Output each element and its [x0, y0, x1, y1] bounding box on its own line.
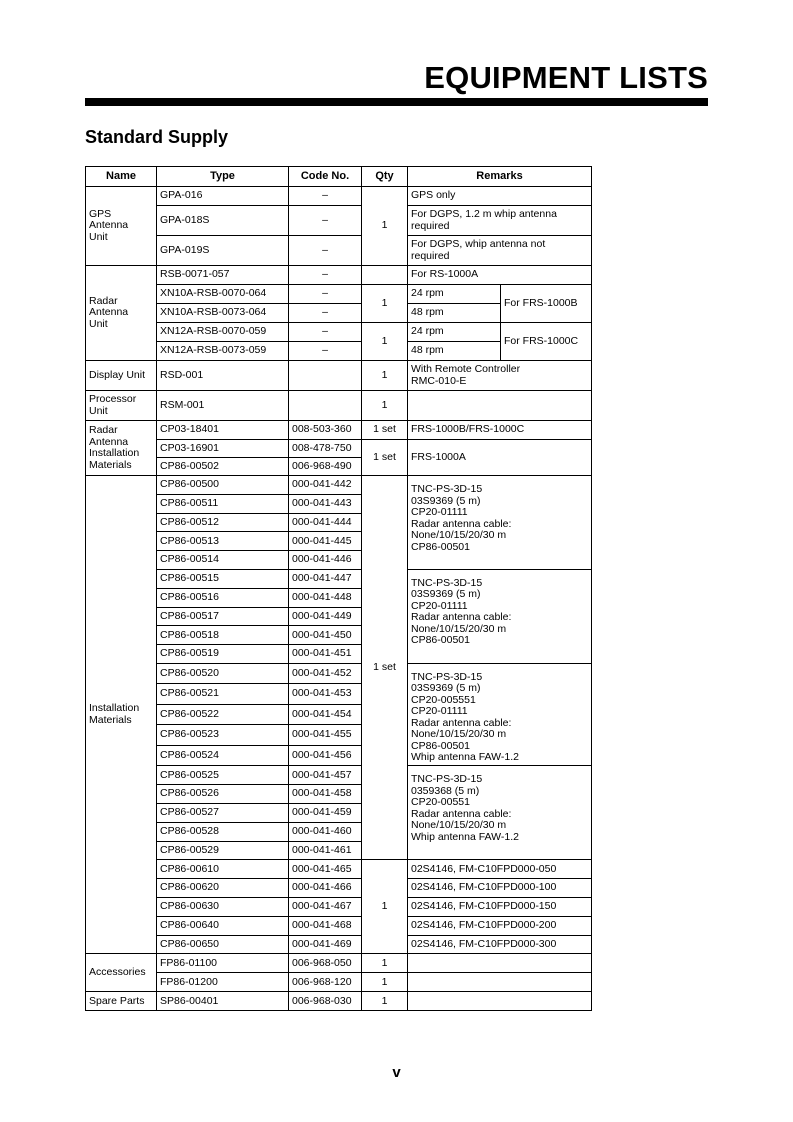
type-cell: CP86-00519: [157, 645, 289, 664]
remarks-cell: FRS-1000B/FRS-1000C: [408, 421, 592, 440]
qty-cell: 1: [362, 391, 408, 421]
table-row: [86, 766, 592, 785]
code-cell: –: [289, 187, 362, 206]
code-cell: 000-041-442: [289, 476, 362, 495]
table-row: [86, 323, 592, 342]
type-cell: SP86-00401: [157, 992, 289, 1011]
section-title: Standard Supply: [85, 127, 229, 147]
type-cell: GPA-016: [157, 187, 289, 206]
type-cell: CP86-00515: [157, 569, 289, 588]
remarks-cell: [408, 992, 592, 1011]
type-cell: CP86-00511: [157, 494, 289, 513]
code-cell: 006-968-490: [289, 458, 362, 476]
remarks-cell: 02S4146, FM-C10FPD000-150: [408, 898, 592, 917]
table-row: [86, 285, 592, 304]
type-cell: CP86-00610: [157, 860, 289, 879]
type-cell: CP86-00527: [157, 804, 289, 823]
table-row: [86, 391, 592, 421]
type-cell: CP86-00520: [157, 663, 289, 684]
row-name: Spare Parts: [86, 992, 157, 1011]
header-type: Type: [157, 167, 289, 187]
rpm-cell: 48 rpm: [408, 304, 501, 323]
qty-cell: 1: [362, 361, 408, 391]
code-cell: [289, 361, 362, 391]
type-cell: CP86-00521: [157, 684, 289, 705]
remarks-cell: [408, 973, 592, 992]
code-cell: 000-041-444: [289, 513, 362, 532]
code-cell: 000-041-460: [289, 822, 362, 841]
table-row: [86, 663, 592, 684]
remarks-cell: 02S4146, FM-C10FPD000-300: [408, 935, 592, 954]
code-cell: 006-968-050: [289, 954, 362, 973]
type-cell: CP86-00513: [157, 532, 289, 551]
type-cell: FP86-01100: [157, 954, 289, 973]
remarks-cell: 02S4146, FM-C10FPD000-200: [408, 916, 592, 935]
rpm-cell: 24 rpm: [408, 323, 501, 342]
table-row: [86, 421, 592, 440]
type-cell: CP86-00500: [157, 476, 289, 495]
rpm-cell: 48 rpm: [408, 342, 501, 361]
type-cell: CP86-00620: [157, 879, 289, 898]
type-cell: CP86-00517: [157, 607, 289, 626]
equipment-table: [85, 166, 592, 1011]
remarks-cell: For RS-1000A: [408, 266, 592, 285]
code-cell: –: [289, 206, 362, 236]
code-cell: 000-041-458: [289, 785, 362, 804]
type-cell: CP86-00518: [157, 626, 289, 645]
type-cell: RSD-001: [157, 361, 289, 391]
table-row: [86, 236, 592, 266]
type-cell: RSM-001: [157, 391, 289, 421]
table-row: [86, 569, 592, 588]
qty-cell: 1: [362, 973, 408, 992]
remarks-group-cell: TNC-PS-3D-15 03S9369 (5 m) CP20-01111 Radar antenna cable: None/10/15/20/30 m CP86-00501: [408, 476, 592, 570]
qty-cell: 1 set: [362, 440, 408, 476]
code-cell: 000-041-443: [289, 494, 362, 513]
table-row: [86, 361, 592, 391]
header-name: Name: [86, 167, 157, 187]
code-cell: 000-041-450: [289, 626, 362, 645]
row-name: Radar Antenna Unit: [86, 266, 157, 361]
remarks-cell: FRS-1000A: [408, 440, 592, 476]
table-row: [86, 935, 592, 954]
table-row: [86, 898, 592, 917]
code-cell: 000-041-469: [289, 935, 362, 954]
type-cell: CP03-16901: [157, 440, 289, 458]
qty-cell: 1 set: [362, 476, 408, 860]
code-cell: 000-041-468: [289, 916, 362, 935]
type-cell: CP86-00514: [157, 551, 289, 570]
remarks-cell: 02S4146, FM-C10FPD000-050: [408, 860, 592, 879]
type-cell: XN12A-RSB-0073-059: [157, 342, 289, 361]
code-cell: –: [289, 323, 362, 342]
code-cell: –: [289, 285, 362, 304]
rpm-cell: 24 rpm: [408, 285, 501, 304]
header-remarks: Remarks: [408, 167, 592, 187]
remarks-cell: 02S4146, FM-C10FPD000-100: [408, 879, 592, 898]
code-cell: 000-041-457: [289, 766, 362, 785]
type-cell: CP86-00526: [157, 785, 289, 804]
code-cell: 006-968-030: [289, 992, 362, 1011]
row-name: GPS Antenna Unit: [86, 187, 157, 266]
type-cell: XN10A-RSB-0070-064: [157, 285, 289, 304]
type-cell: CP86-00529: [157, 841, 289, 860]
code-cell: 000-041-461: [289, 841, 362, 860]
row-name: Display Unit: [86, 361, 157, 391]
code-cell: 000-041-449: [289, 607, 362, 626]
code-cell: –: [289, 304, 362, 323]
table-row: [86, 973, 592, 992]
remarks-group-cell: TNC-PS-3D-15 03S9369 (5 m) CP20-01111 Radar antenna cable: None/10/15/20/30 m CP86-00501: [408, 569, 592, 663]
type-cell: CP86-00524: [157, 745, 289, 766]
table-row: [86, 206, 592, 236]
table-row: [86, 860, 592, 879]
row-name: Processor Unit: [86, 391, 157, 421]
table-row: [86, 879, 592, 898]
qty-cell: [362, 266, 408, 285]
qty-cell: 1: [362, 860, 408, 954]
remarks-cell: [408, 954, 592, 973]
remarks-cell: GPS only: [408, 187, 592, 206]
page-number: v: [392, 1064, 401, 1081]
remarks-cell: For DGPS, 1.2 m whip antenna required: [408, 206, 592, 236]
table-row: [86, 440, 592, 458]
remarks-cell: [408, 391, 592, 421]
page-title: EQUIPMENT LISTS: [424, 60, 708, 95]
type-cell: XN12A-RSB-0070-059: [157, 323, 289, 342]
row-name: Accessories: [86, 954, 157, 992]
type-cell: GPA-019S: [157, 236, 289, 266]
code-cell: 000-041-452: [289, 663, 362, 684]
type-cell: CP86-00650: [157, 935, 289, 954]
code-cell: 000-041-456: [289, 745, 362, 766]
code-cell: 000-041-467: [289, 898, 362, 917]
code-cell: 000-041-445: [289, 532, 362, 551]
qty-cell: 1: [362, 323, 408, 361]
table-row: [86, 916, 592, 935]
remarks-group-cell: TNC-PS-3D-15 0359368 (5 m) CP20-00551 Radar antenna cable: None/10/15/20/30 m Whip antenna FAW-1.2: [408, 766, 592, 860]
type-cell: XN10A-RSB-0073-064: [157, 304, 289, 323]
type-cell: CP86-00523: [157, 725, 289, 746]
table-row: [86, 187, 592, 206]
remarks-cell: With Remote Controller RMC-010-E: [408, 361, 592, 391]
type-cell: CP86-00525: [157, 766, 289, 785]
code-cell: 000-041-448: [289, 588, 362, 607]
code-cell: 000-041-466: [289, 879, 362, 898]
type-cell: FP86-01200: [157, 973, 289, 992]
table-header-row: [86, 167, 592, 187]
model-cell: For FRS-1000B: [501, 285, 592, 323]
qty-cell: 1: [362, 992, 408, 1011]
code-cell: [289, 391, 362, 421]
qty-cell: 1 set: [362, 421, 408, 440]
code-cell: 006-968-120: [289, 973, 362, 992]
code-cell: 000-041-453: [289, 684, 362, 705]
type-cell: GPA-018S: [157, 206, 289, 236]
code-cell: –: [289, 342, 362, 361]
row-name: Radar Antenna Installation Materials: [86, 421, 157, 476]
header-code: Code No.: [289, 167, 362, 187]
type-cell: CP86-00522: [157, 704, 289, 725]
code-cell: 000-041-459: [289, 804, 362, 823]
code-cell: 000-041-451: [289, 645, 362, 664]
type-cell: CP03-18401: [157, 421, 289, 440]
qty-cell: 1: [362, 285, 408, 323]
code-cell: 000-041-446: [289, 551, 362, 570]
table-row: [86, 954, 592, 973]
table-row: [86, 266, 592, 285]
table-row: [86, 992, 592, 1011]
type-cell: CP86-00640: [157, 916, 289, 935]
code-cell: 000-041-447: [289, 569, 362, 588]
code-cell: 000-041-465: [289, 860, 362, 879]
qty-cell: 1: [362, 954, 408, 973]
code-cell: 008-503-360: [289, 421, 362, 440]
code-cell: 000-041-454: [289, 704, 362, 725]
model-cell: For FRS-1000C: [501, 323, 592, 361]
qty-cell: 1: [362, 187, 408, 266]
remarks-group-cell: TNC-PS-3D-15 03S9369 (5 m) CP20-005551 CP20-01111 Radar antenna cable: None/10/15/20/30 m CP86-00501 Whip antenna FAW-1.2: [408, 663, 592, 766]
row-name: Installation Materials: [86, 476, 157, 954]
type-cell: CP86-00528: [157, 822, 289, 841]
type-cell: RSB-0071-057: [157, 266, 289, 285]
type-cell: CP86-00516: [157, 588, 289, 607]
header-qty: Qty: [362, 167, 408, 187]
code-cell: –: [289, 266, 362, 285]
remarks-cell: For DGPS, whip antenna not required: [408, 236, 592, 266]
code-cell: –: [289, 236, 362, 266]
title-rule: [85, 98, 708, 106]
table-row: [86, 476, 592, 495]
code-cell: 008-478-750: [289, 440, 362, 458]
type-cell: CP86-00512: [157, 513, 289, 532]
code-cell: 000-041-455: [289, 725, 362, 746]
type-cell: CP86-00502: [157, 458, 289, 476]
type-cell: CP86-00630: [157, 898, 289, 917]
